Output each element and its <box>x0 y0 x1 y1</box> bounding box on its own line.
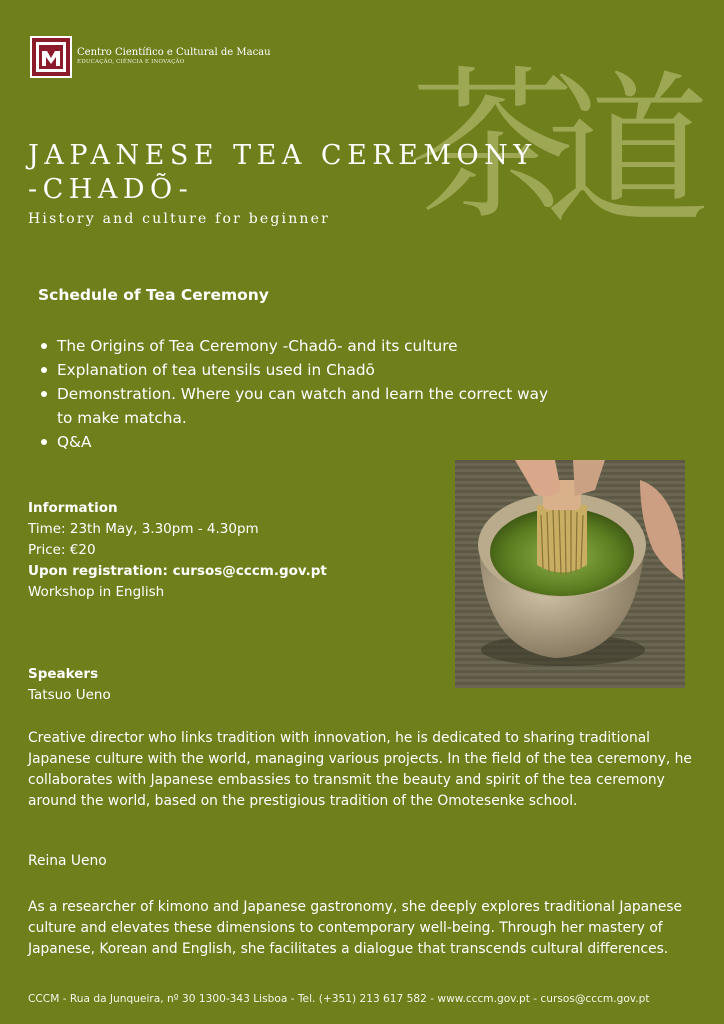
speaker-name: Tatsuo Ueno <box>28 687 111 703</box>
speaker-bio: As a researcher of kimono and Japanese gastronomy, she deeply explores traditional Japanese culture and elevates these dimensions to contemporary well-being. Through her mastery of Japanese, Korean and English, she facilitates a dialogue that transcends cultural differences. <box>28 899 683 957</box>
schedule-heading: Schedule of Tea Ceremony <box>38 286 269 304</box>
brand-logo <box>30 36 271 78</box>
brand-name: Centro Científico e Cultural de Macau <box>77 47 271 59</box>
event-subtitle: -CHADÕ- <box>28 174 194 205</box>
schedule-item: Demonstration. Where you can watch and learn the correct way to make matcha. <box>38 382 568 430</box>
speakers-heading: Speakers <box>28 666 99 682</box>
schedule-item: Q&A <box>38 430 568 454</box>
kanji-do-decoration: 道 <box>545 56 710 248</box>
brand-tagline: EDUCAÇÃO, CIÊNCIA E INOVAÇÃO <box>77 59 185 66</box>
event-price: Price: €20 <box>28 542 96 558</box>
event-title: JAPANESE TEA CEREMONY <box>28 140 537 171</box>
information-block <box>28 498 327 603</box>
kanji-cha-decoration: 茶 <box>410 50 575 242</box>
matcha-whisk-photo <box>455 460 685 688</box>
workshop-language: Workshop in English <box>28 584 165 600</box>
speaker-name: Reina Ueno <box>28 853 107 869</box>
registration-email[interactable]: Upon registration: cursos@cccm.gov.pt <box>28 563 327 579</box>
speaker-bio: Creative director who links tradition with innovation, he is dedicated to sharing traditional Japanese culture with the world, managing various projects. In the field of the tea ceremony, he collaborates with Japanese embassies to transmit the beauty and spirit of the tea ceremony around the world, based on the prestigious tradition of the Omotesenke school. <box>28 730 692 809</box>
speakers-block <box>28 664 111 706</box>
schedule-item: The Origins of Tea Ceremony -Chadō- and its culture <box>38 334 568 358</box>
schedule-list <box>38 334 568 454</box>
cccm-emblem-icon <box>30 36 72 78</box>
information-heading: Information <box>28 500 118 516</box>
schedule-item: Explanation of tea utensils used in Chadō <box>38 358 568 382</box>
event-time: Time: 23th May, 3.30pm - 4.30pm <box>28 521 259 537</box>
event-tagline: History and culture for beginner <box>28 211 331 227</box>
footer-contact: CCCM - Rua da Junqueira, nº 30 1300-343 Lisboa - Tel. (+351) 213 617 582 - www.cccm.gov.pt - cursos@cccm.gov.pt <box>28 993 650 1005</box>
